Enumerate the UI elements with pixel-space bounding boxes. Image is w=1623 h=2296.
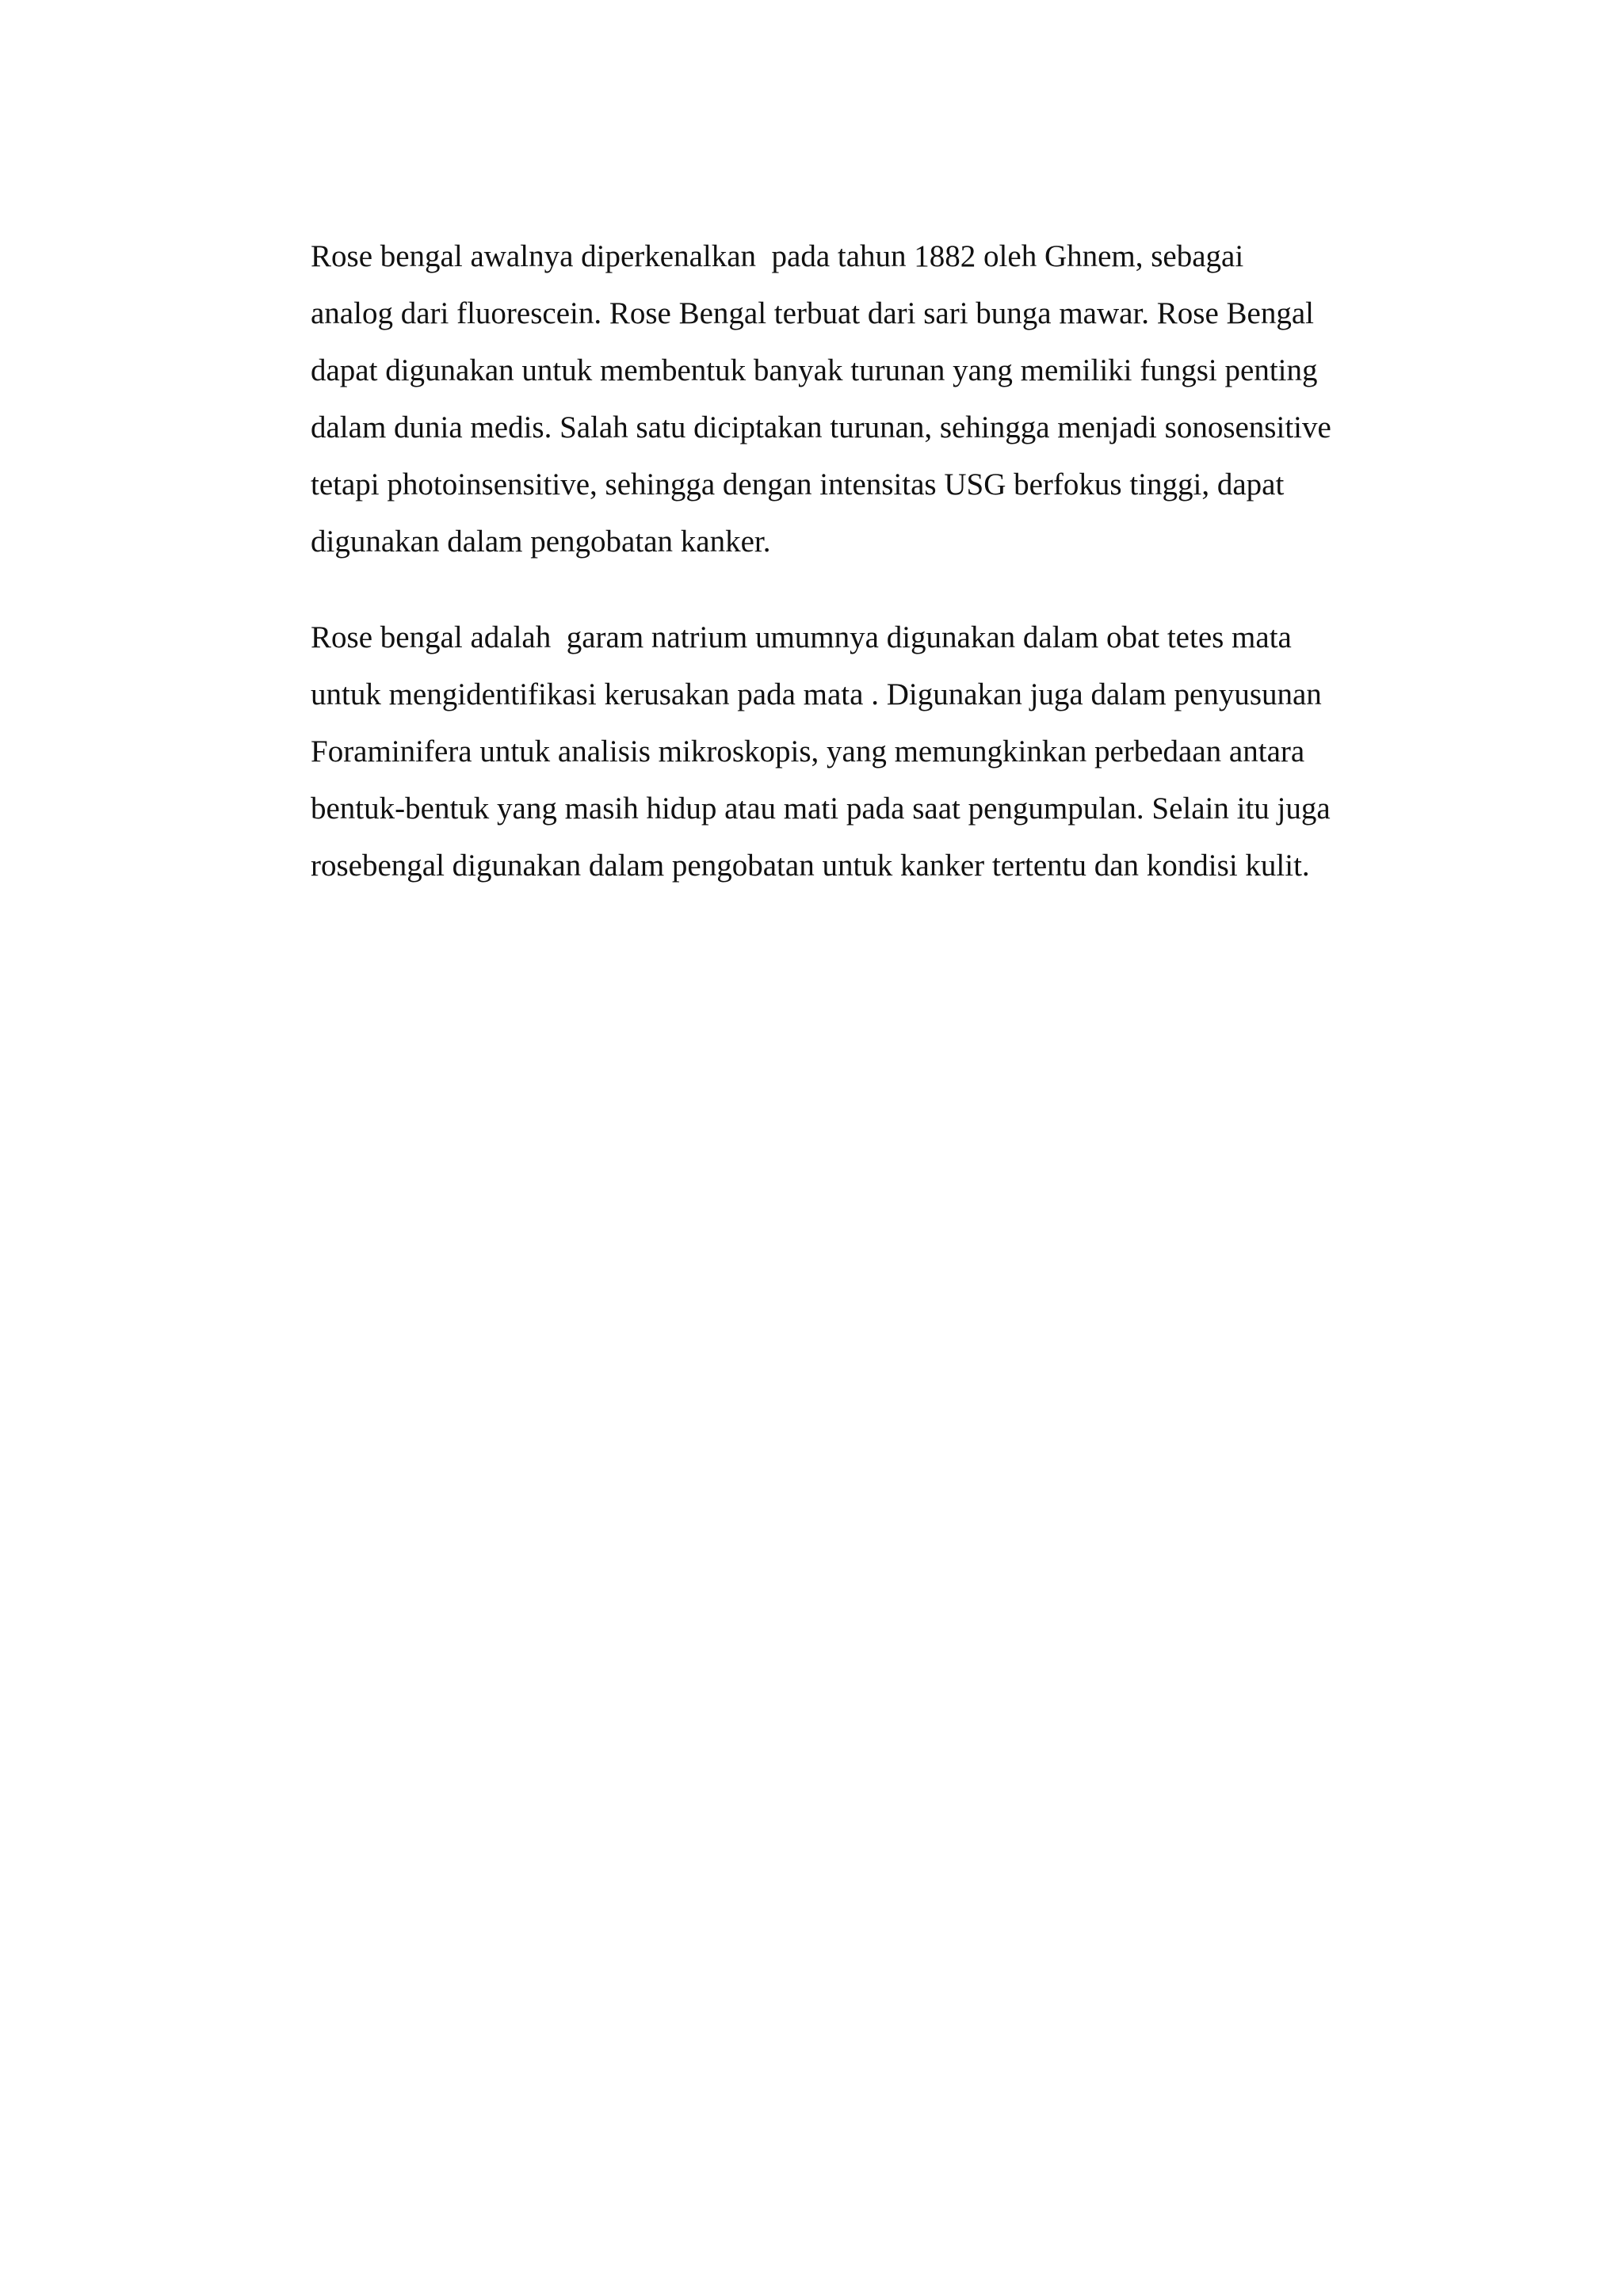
paragraph-line: Foraminifera untuk analisis mikroskopis, yang memungkinkan perbedaan antara: [311, 734, 1305, 769]
paragraph-line: tetapi photoinsensitive, sehingga dengan intensitas USG berfokus tinggi, dapat: [311, 467, 1285, 502]
paragraph-line: bentuk-bentuk yang masih hidup atau mati pada saat pengumpulan. Selain itu juga: [311, 791, 1331, 826]
paragraph-line: digunakan dalam pengobatan kanker.: [311, 524, 771, 559]
paragraph-line: analog dari fluorescein. Rose Bengal terbuat dari sari bunga mawar. Rose Bengal: [311, 296, 1315, 330]
paragraph-line: rosebengal digunakan dalam pengobatan untuk kanker tertentu dan kondisi kulit.: [311, 849, 1310, 883]
paragraph-2: [311, 609, 1436, 894]
paragraph-line: Rose bengal awalnya diperkenalkan pada tahun 1882 oleh Ghnem, sebagai: [311, 239, 1244, 273]
paragraph-line: untuk mengidentifikasi kerusakan pada mata . Digunakan juga dalam penyusunan: [311, 677, 1322, 711]
paragraph-line: Rose bengal adalah garam natrium umumnya digunakan dalam obat tetes mata: [311, 620, 1292, 654]
paragraph-line: dapat digunakan untuk membentuk banyak turunan yang memiliki fungsi penting: [311, 353, 1318, 387]
paragraph-line: dalam dunia medis. Salah satu diciptakan turunan, sehingga menjadi sonosensitive: [311, 410, 1331, 444]
paragraph-1: [311, 228, 1436, 570]
